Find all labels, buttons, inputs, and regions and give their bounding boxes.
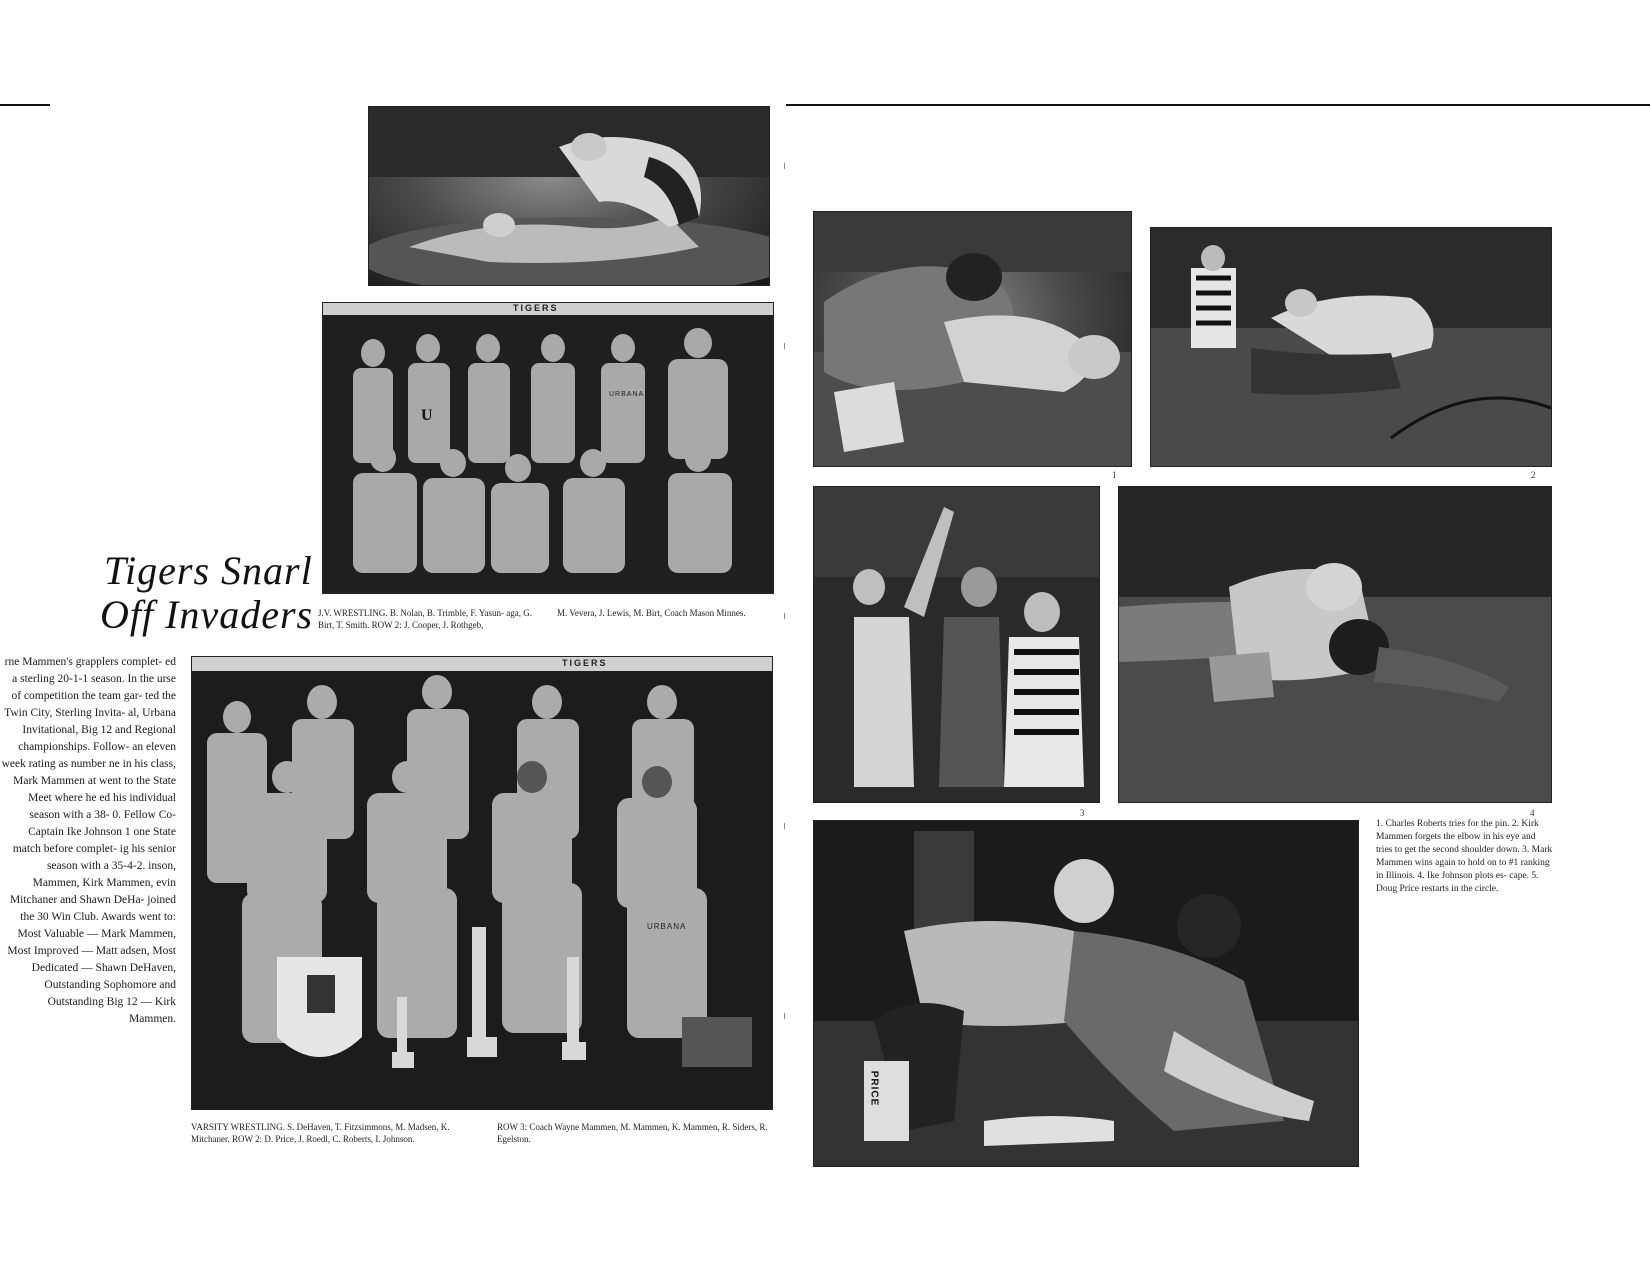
headline-line-2: Off Invaders [100,592,314,637]
varsity-banner-text: TIGERS [562,658,608,668]
jv-singlet-text: URBANA [609,391,645,398]
story-body: rne Mammen's grapplers complet- ed a sterling 20-1-1 season. In the urse of competition the team gar- ted the Twin City, Sterling Invita- al, Urbana Invitational, Big 12 and Regional championships. Follow- an eleven week rating as number ne in his class, Mark Mammen at went to the State Meet where he ed his individual season with a 38- 0. Fellow Co-Captain Ike Johnson 1 one State match before complet- ig his senior season with a 35-4-2. inson, Mammen, Kirk Mammen, evin Mitchaner and Shawn DeHa- joined the 30 Win Club. Awards went to: Most Valuable — Mark Mammen, Most Improved — Matt adsen, Most Dedicated — Shawn DeHaven, Outstanding Sophomore and Outstanding Big 12 — Kirk Mammen. [1,656,176,1025]
gutter-mark [784,823,785,829]
jv-caption-col1: J.V. WRESTLING. B. Nolan, B. Trimble, F. Yasun- aga, G. Birt, T. Smith. ROW 2: J. Cooper, J. Rothgeb, [318,608,532,630]
varsity-caption-col2: ROW 3: Coach Wayne Mammen, M. Mammen, K. Mammen, R. Siders, R. Egelston. [497,1122,768,1144]
jv-banner-text: TIGERS [513,303,559,313]
jv-singlet-letter: U [421,407,433,424]
photo-action-2 [1150,227,1552,467]
photo-number-1: 1 [1112,470,1117,480]
photo-number-3: 3 [1080,808,1085,818]
photo-number-2: 2 [1531,470,1536,480]
photo-action-3 [813,486,1100,803]
photo-number-4: 4 [1530,808,1535,818]
top-rule-right [786,104,1650,106]
top-rule-left [0,104,50,106]
jv-caption-col2: M. Vevera, J. Lewis, M. Birt, Coach Mason Minnes. [557,608,746,618]
photo-action-4 [1118,486,1552,803]
gutter-mark [784,163,785,169]
gutter-mark [784,343,785,349]
varsity-caption-col1: VARSITY WRESTLING. S. DeHaven, T. Fitzsimmons, M. Madsen, K. Mitchaner. ROW 2: D. Price, J. Roedl, C. Roberts, I. Johnson. [191,1122,450,1144]
photo-action-1 [813,211,1132,467]
photo-jv-action [368,106,770,286]
gutter-mark [784,613,785,619]
photo-varsity-team [191,656,773,1110]
gutter-mark [784,1013,785,1019]
sock-text: PRICE [868,1070,880,1107]
headline-line-1: Tigers Snarl [104,548,313,593]
photo-jv-team [322,302,774,594]
action-photos-caption: 1. Charles Roberts tries for the pin. 2. Kirk Mammen forgets the elbow in his eye and tries to get the second shoulder down. 3. Mark Mammen wins again to hold on to #1 ranking in Illinois. 4. Ike Johnson plots es- cape. 5. Doug Price restarts in the circle. [1376,819,1553,894]
photo-action-5 [813,820,1359,1167]
varsity-singlet-text: URBANA [647,922,687,931]
